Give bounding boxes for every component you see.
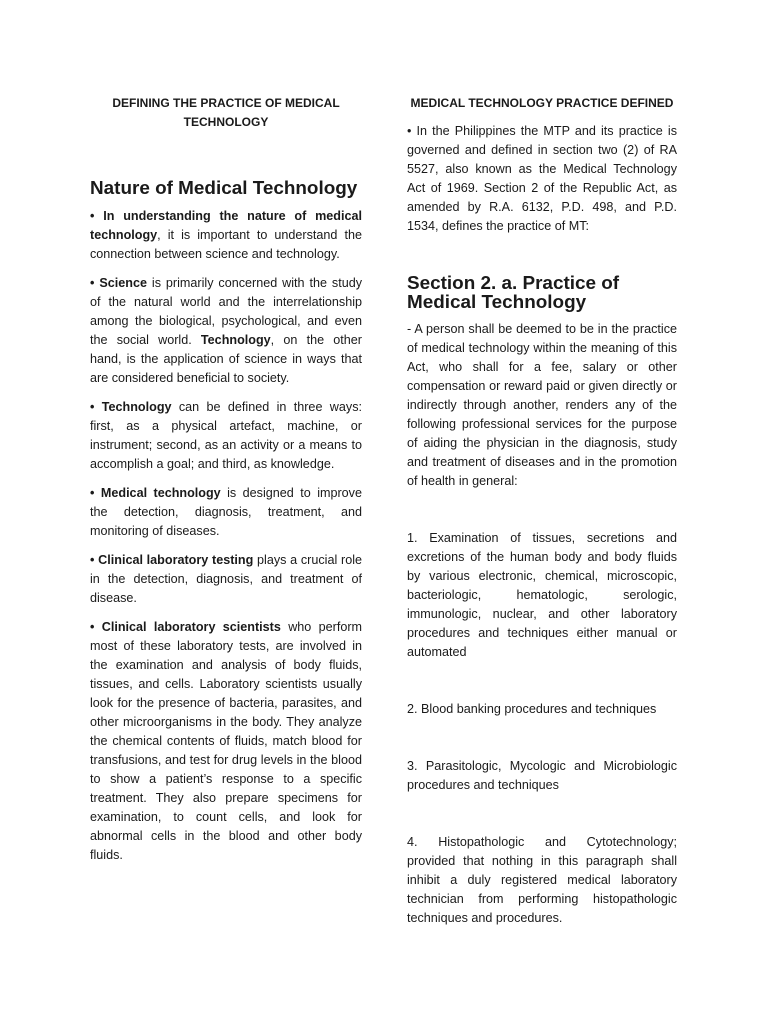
bullet-glyph: • [90,620,95,634]
section-2a-heading: Section 2. a. Practice of Medical Technology [407,273,620,313]
bold-lead: Technology [101,400,172,414]
paragraph-understanding [90,207,362,264]
bullet-glyph: • [90,209,95,223]
paragraph-clinical-testing [90,551,362,608]
paragraph-medical-technology [90,484,362,541]
right-title: MEDICAL TECHNOLOGY PRACTICE DEFINED [410,96,674,110]
paragraph-text: can be defined in three ways: first, as a physical artefact, machine, or instrument; second, as an activity or a means to accomplish a goal; and third, as knowledge. [90,400,362,471]
list-item-3: 3. Parasitologic, Mycologic and Microbiologic procedures and techniques [407,759,677,792]
bold-lead: Clinical laboratory testing [98,553,254,567]
nature-subheading: Nature of Medical Technology [90,178,358,199]
paragraph-text: is designed to improve the detection, diagnosis, treatment, and monitoring of diseases. [90,486,362,538]
bullet-glyph: • [90,553,95,567]
bold-lead: In understanding the nature of medical technology [90,209,362,242]
bullet-glyph: • [90,400,95,414]
list-item-4: 4. Histopathologic and Cytotechnology; provided that nothing in this paragraph shall inhibit a duly registered medical laboratory technician from performing histopathologic techniques and procedures. [407,835,677,925]
bold-lead: Medical technology [100,486,221,500]
paragraph-text: is primarily concerned with the study of the natural world and the interrelationship among the biological, psychological, and even the social world. [90,276,363,347]
paragraph-text: , it is important to understand the connection between science and technology. [90,228,362,261]
right-column [407,94,677,928]
paragraph-text-2: , on the other hand, is the application of science in ways that are considered beneficial to society. [90,333,362,385]
paragraph-text: plays a crucial role in the detection, diagnosis, and treatment of disease. [90,553,363,605]
paragraph-text: who perform most of these laboratory tests, are involved in the examination and analysis of body fluids, tissues, and cells. Laboratory scientists usually look for the presence of bacteria, parasites, and other microorganisms in the body. They analyze the chemical contents of fluids, match blood for transfusions, and test for drug levels in the blood to show a patient’s response to a specific treatment. They also prepare specimens for examination, to count cells, and look for abnormal cells in the blood and other body fluids. [90,620,363,862]
bold-term: Technology [200,333,271,347]
list-item-1: 1. Examination of tissues, secretions and excretions of the human body and body fluids by various electronic, chemical, microscopic, bacteriologic, hematologic, serologic, immunologic, nuclear, and other laboratory procedures and techniques either manual or automated [407,531,677,659]
paragraph-technology [90,398,362,474]
bullet-glyph: • [90,486,95,500]
bold-lead: Science [99,276,147,290]
practice-definition-paragraph: - A person shall be deemed to be in the practice of medical technology within the meaning of this Act, who shall for a fee, salary or other compensation or reward paid or given directly or indirectly through another, renders any of the following professional services for the purpose of aiding the physician in the diagnosis, study and treatment of diseases and in the promotion of health in general: [407,322,677,488]
list-item-2: 2. Blood banking procedures and techniques [407,702,657,716]
left-title: DEFINING THE PRACTICE OF MEDICAL TECHNOLOGY [112,96,340,129]
bold-lead: Clinical laboratory scientists [101,620,281,634]
paragraph-science [90,274,362,388]
bullet-glyph: • [90,276,95,290]
paragraph-clinical-scientists [90,618,362,865]
intro-paragraph: • In the Philippines the MTP and its practice is governed and defined in section two (2) of RA 5527, also known as the Medical Technology Act of 1969. Section 2 of the Republic Act, as amended by R.A. 6132, P.D. 498, and P.D. 1534, defines the practice of MT: [407,124,677,233]
left-column [90,94,362,865]
